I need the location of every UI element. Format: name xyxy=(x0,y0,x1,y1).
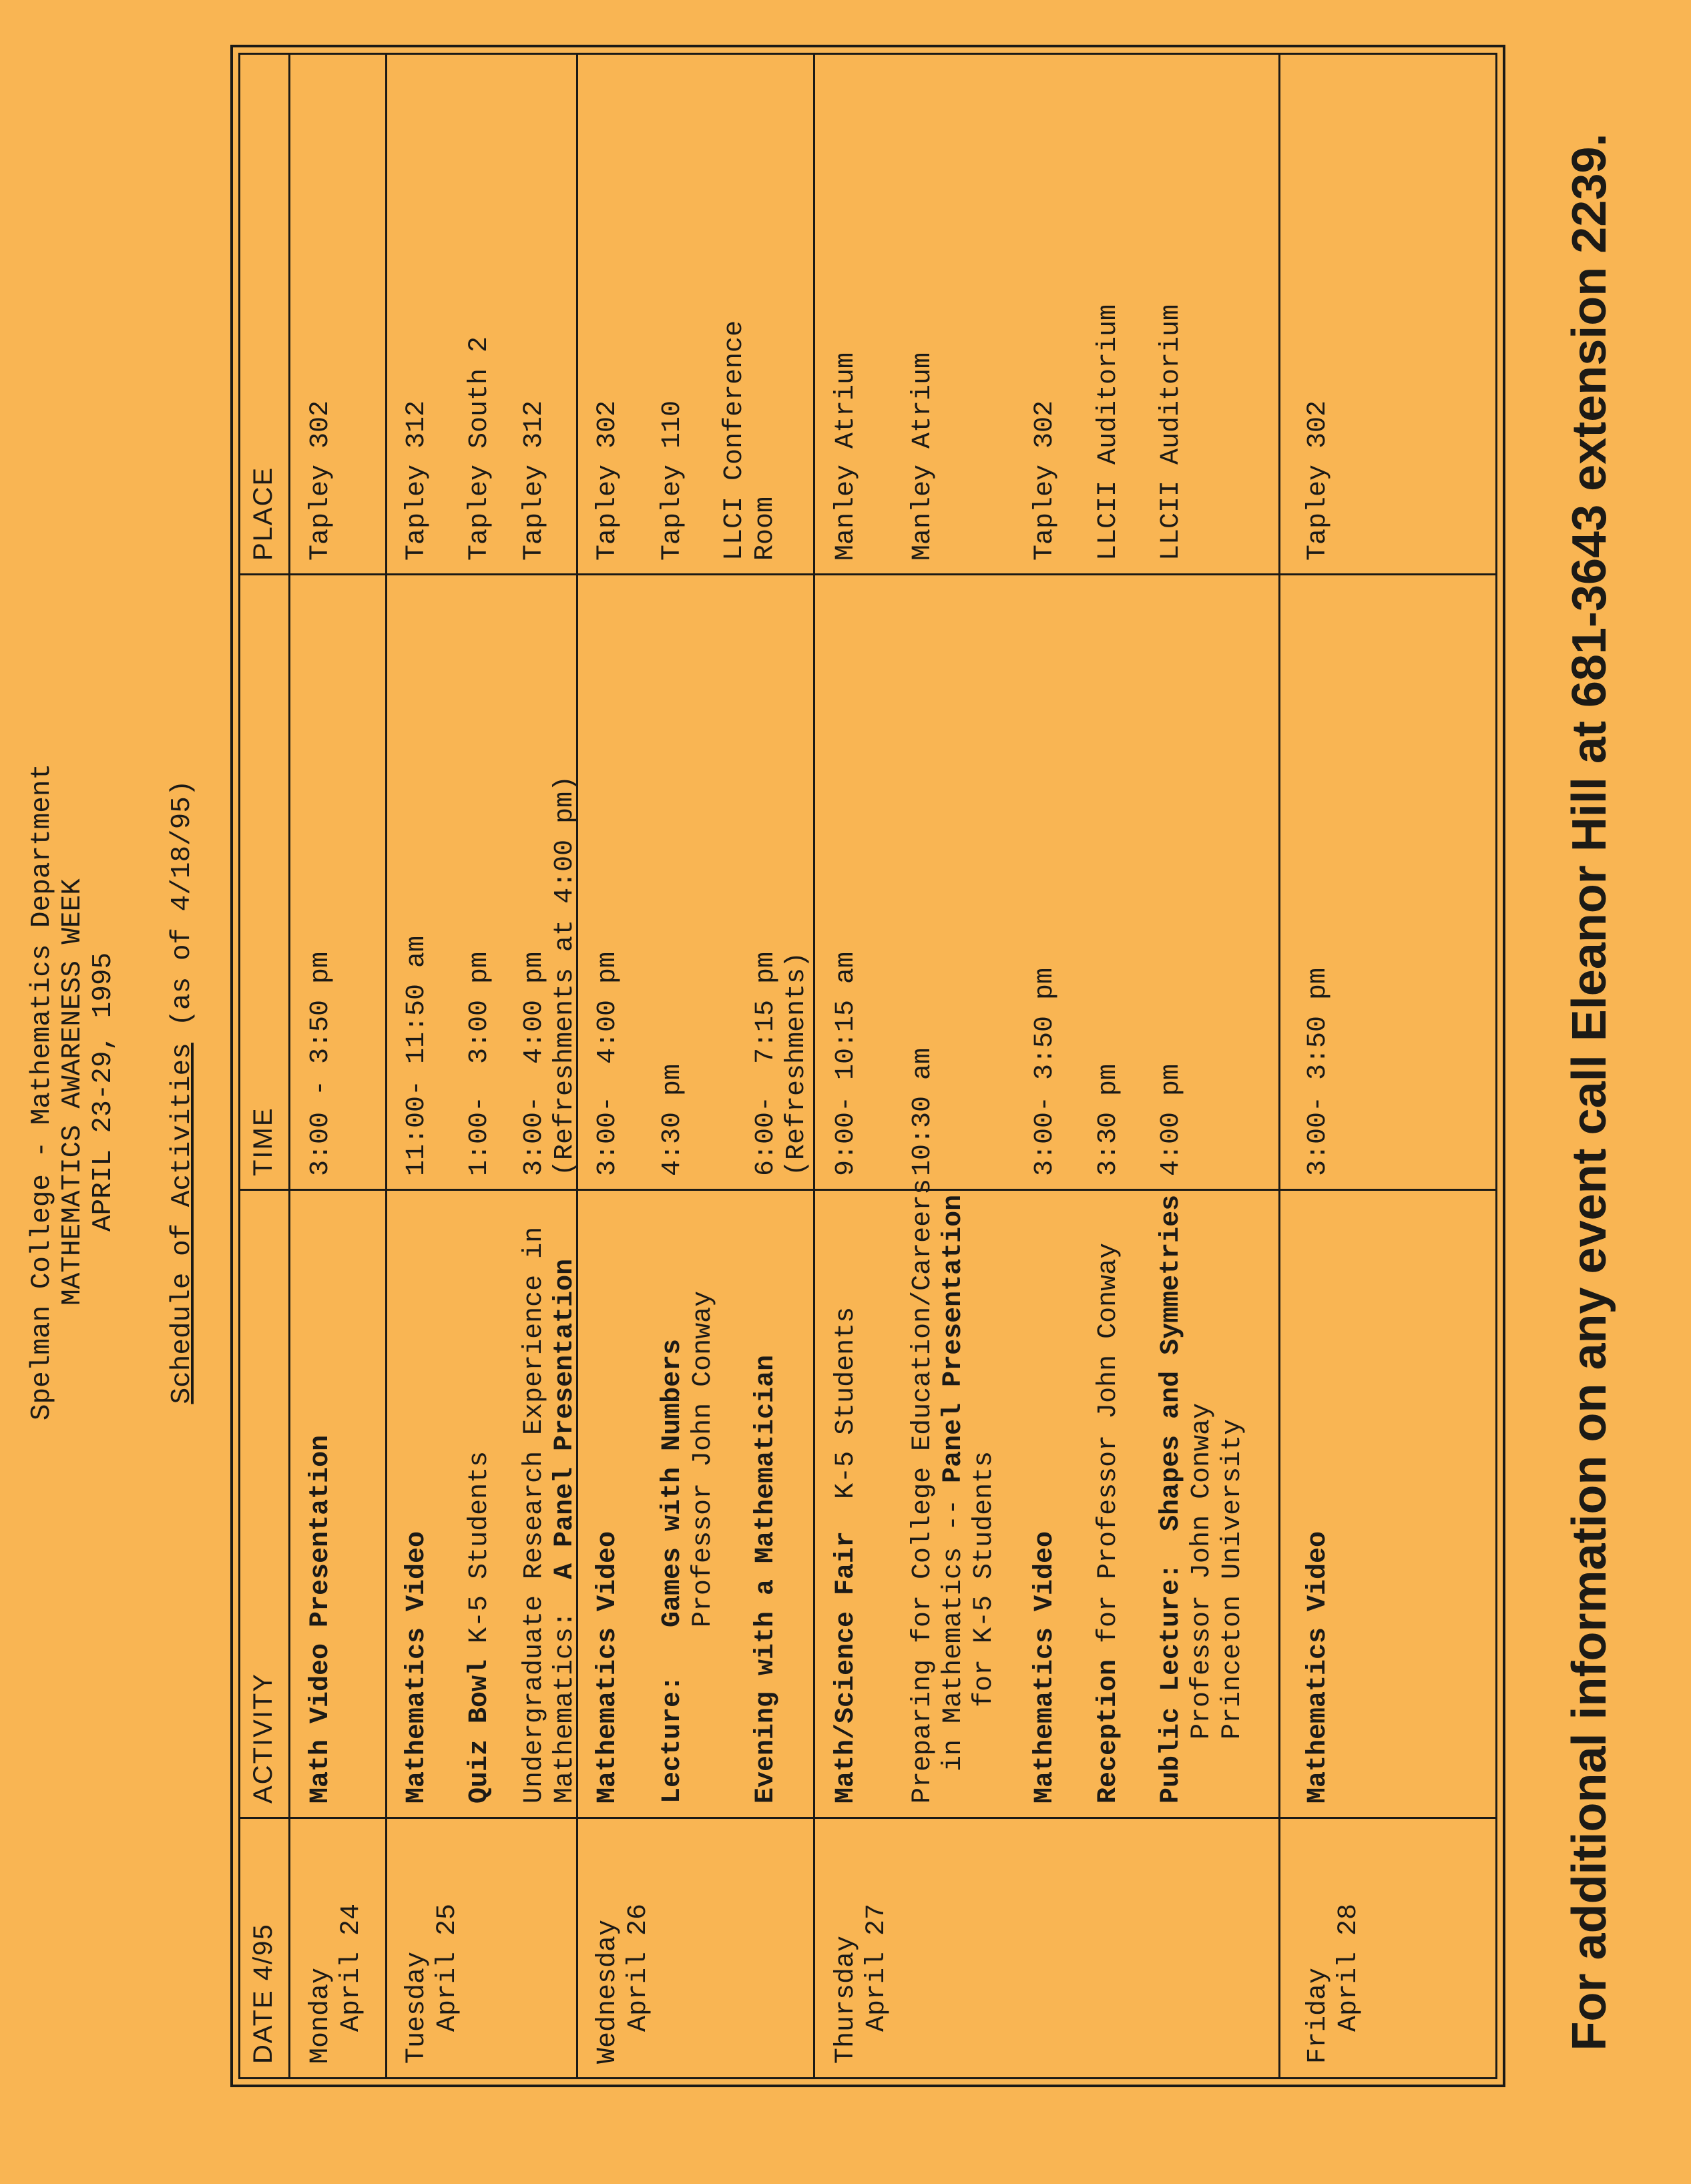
activity-thu1: Math/Science Fair K-5 Students xyxy=(831,1306,861,1804)
place-tue3: Tapley 312 xyxy=(519,400,549,561)
place-wed1: Tapley 302 xyxy=(593,400,623,561)
time-mon1: 3:00 - 3:50 pm xyxy=(306,951,336,1176)
contact-footer: For additional information on any event call Eleanor Hill at 681-3643 extension 2239. xyxy=(1563,133,1616,2051)
time-thu4: 3:30 pm xyxy=(1094,1063,1124,1176)
activity-thu5: Public Lecture: Shapes and Symmetries Professor John Conway Princeton University xyxy=(1156,1194,1248,1804)
place-thu5: LLCII Auditorium xyxy=(1156,304,1186,561)
col-time: TIME xyxy=(248,1107,278,1176)
time-wed1: 3:00- 4:00 pm xyxy=(593,951,623,1176)
activity-tue2: Quiz Bowl K-5 Students xyxy=(465,1450,495,1804)
activity-wed3: Evening with a Mathematician xyxy=(751,1354,781,1804)
place-thu3: Tapley 302 xyxy=(1030,400,1060,561)
event-dates: APRIL 23-29, 1995 xyxy=(88,952,119,1232)
activity-thu3: Mathematics Video xyxy=(1030,1531,1060,1804)
activity-wed2: Lecture: Games with Numbers Professor John Conway xyxy=(658,1290,718,1804)
place-tue1: Tapley 312 xyxy=(402,400,432,561)
activity-thu2: Preparing for College Education/Careers in Mathematics -- Panel Presentation for K-5 Students xyxy=(908,1178,999,1804)
time-thu3: 3:00- 3:50 pm xyxy=(1030,967,1060,1176)
place-wed2: Tapley 110 xyxy=(658,400,688,561)
place-wed3: LLCI Conference Room xyxy=(720,320,780,561)
activity-thu4: Reception for Professor John Conway xyxy=(1094,1242,1124,1804)
activity-wed1: Mathematics Video xyxy=(593,1531,623,1804)
place-thu4: LLCII Auditorium xyxy=(1094,304,1124,561)
time-thu5: 4:00 pm xyxy=(1156,1063,1186,1176)
day-thursday: Thursday April 27 xyxy=(831,1903,892,2064)
time-thu1: 9:00- 10:15 am xyxy=(831,951,861,1176)
place-fri1: Tapley 302 xyxy=(1303,400,1333,561)
col-date: DATE 4/95 xyxy=(248,1923,278,2064)
activity-tue1: Mathematics Video xyxy=(402,1531,432,1804)
schedule-heading: Schedule of Activities (as of 4/18/95) xyxy=(167,780,198,1404)
place-thu1: Manley Atrium xyxy=(831,352,861,561)
day-friday: Friday April 28 xyxy=(1303,1903,1364,2064)
col-activity: ACTIVITY xyxy=(248,1672,278,1804)
place-tue2: Tapley South 2 xyxy=(465,336,495,561)
day-wednesday: Wednesday April 26 xyxy=(593,1903,654,2064)
schedule-table xyxy=(230,45,1505,2087)
college-line: Spelman College - Mathematics Department xyxy=(27,763,57,1421)
time-fri1: 3:00- 3:50 pm xyxy=(1303,967,1333,1176)
activity-fri1: Mathematics Video xyxy=(1303,1531,1333,1804)
activity-mon1: Math Video Presentation xyxy=(306,1434,336,1804)
place-thu2: Manley Atrium xyxy=(908,352,938,561)
time-wed3: 6:00- 7:15 pm (Refreshments) xyxy=(751,951,812,1176)
day-tuesday: Tuesday April 25 xyxy=(402,1903,463,2064)
time-tue1: 11:00- 11:50 am xyxy=(402,935,432,1176)
time-tue3: 3:00- 4:00 pm (Refreshments at 4:00 pm) xyxy=(519,775,580,1176)
time-thu2: 10:30 am xyxy=(908,1047,938,1176)
col-place: PLACE xyxy=(248,466,278,561)
event-title: MATHEMATICS AWARENESS WEEK xyxy=(57,878,88,1306)
activity-tue3: Undergraduate Research Experience in Mathematics: A Panel Presentation xyxy=(519,1226,580,1804)
time-wed2: 4:30 pm xyxy=(658,1063,688,1176)
day-monday: Monday April 24 xyxy=(306,1903,367,2064)
time-tue2: 1:00- 3:00 pm xyxy=(465,951,495,1176)
place-mon1: Tapley 302 xyxy=(306,400,336,561)
